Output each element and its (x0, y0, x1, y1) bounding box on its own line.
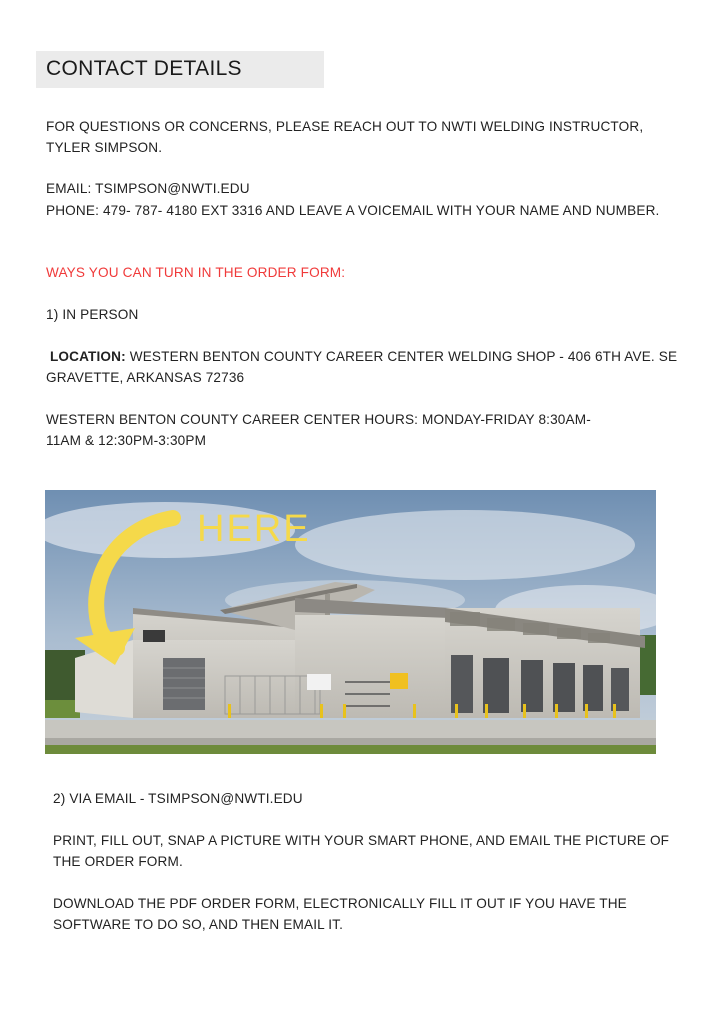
intro-text: FOR QUESTIONS OR CONCERNS, PLEASE REACH OUT TO NWTI WELDING INSTRUCTOR, TYLER SIMPSON. (46, 119, 644, 155)
here-label: HERE (197, 508, 311, 550)
download-instructions: DOWNLOAD THE PDF ORDER FORM, ELECTRONICALLY FILL IT OUT IF YOU HAVE THE SOFTWARE TO DO SO, AND THEN EMAIL IT. (53, 896, 627, 932)
option-email: 2) VIA EMAIL - TSIMPSON@NWTI.EDU (53, 791, 303, 806)
location-text: WESTERN BENTON COUNTY CAREER CENTER WELDING SHOP - 406 6TH AVE. SE GRAVETTE, ARKANSAS 72736 (46, 349, 678, 385)
email-line: EMAIL: TSIMPSON@NWTI.EDU (46, 181, 250, 196)
location-paragraph (46, 346, 686, 388)
page-title: CONTACT DETAILS (46, 57, 242, 80)
phone-line: PHONE: 479- 787- 4180 EXT 3316 AND LEAVE A VOICEMAIL WITH YOUR NAME AND NUMBER. (46, 203, 660, 218)
title-banner (36, 51, 324, 88)
hours-text: WESTERN BENTON COUNTY CAREER CENTER HOURS: MONDAY-FRIDAY 8:30AM-11AM & 12:30PM-3:30PM (46, 412, 591, 448)
building-photo (45, 490, 656, 754)
option-in-person: 1) IN PERSON (46, 307, 139, 322)
ways-heading: WAYS YOU CAN TURN IN THE ORDER FORM: (46, 265, 346, 280)
location-label: LOCATION: (49, 349, 126, 364)
email-instructions: PRINT, FILL OUT, SNAP A PICTURE WITH YOUR SMART PHONE, AND EMAIL THE PICTURE OF THE ORDER FORM. (53, 833, 670, 869)
